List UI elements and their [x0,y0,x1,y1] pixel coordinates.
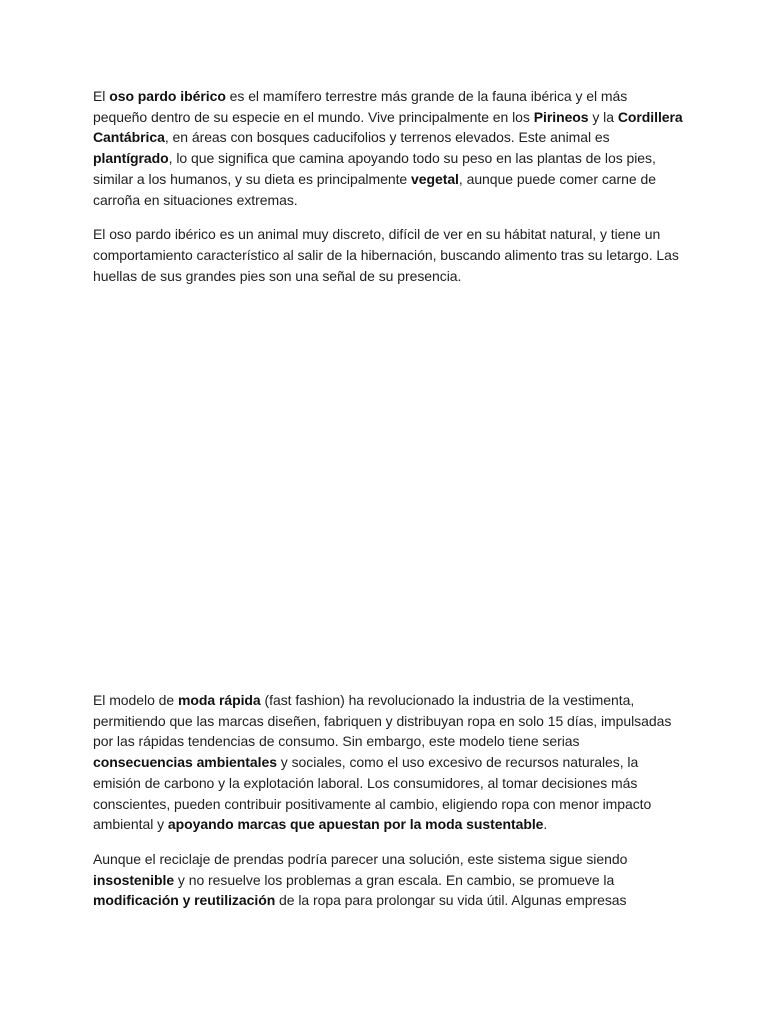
text-run: y no resuelve los problemas a gran escala. En cambio, se promueve la [174,871,615,888]
section-moda-rapida [93,690,683,925]
text-run: (fast fashion) ha revolucionado la industria de la vestimenta, permitiendo que las marcas diseñen, fabriquen y distribuyan ropa en solo 15 días, impulsadas por las rápidas tendencias de consumo. Sin embargo, este modelo tiene serias [93,692,672,750]
bold-term: oso pardo ibérico [109,88,226,104]
text-run: El [93,88,110,104]
paragraph-oso-comportamiento [93,224,683,286]
text-run: . [543,816,548,833]
text-run: , aunque puede comer carne de carroña en situaciones extremas. [93,170,656,208]
text-run: y sociales, como el uso excesivo de recursos naturales, la emisión de carbono y la explotación laboral. Los consumidores, al tomar decisiones más conscientes, pueden contribuir positivamente al cambio, eligiendo ropa con menor impacto ambiental y [93,754,652,833]
text-run: , en áreas con bosques caducifolios y terrenos elevados. Este animal es [164,129,610,146]
text-run: Aunque el reciclaje de prendas podría parecer una solución, este sistema sigue siendo [93,850,628,867]
paragraph-oso-descripcion [93,86,683,210]
bold-term: moda rápida [177,692,261,708]
bold-term: plantígrado [93,150,169,167]
bold-term: Pirineos [533,108,589,125]
text-run: y la [588,108,618,125]
paragraph-reciclaje [93,849,683,911]
text-run: , lo que significa que camina apoyando todo su peso en las plantas de los pies, similar a los humanos, y su dieta es principalmente [93,150,656,187]
text-run: El oso pardo ibérico es un animal muy discreto, difícil de ver en su hábitat natural, y tiene un comportamiento característico al salir de la hibernación, buscando alimento tras su letargo. Las huellas de sus grandes pies son una señal de su presencia. [93,226,679,284]
bold-term: vegetal [411,170,459,187]
bold-term: consecuencias ambientales [93,754,277,771]
text-run: es el mamífero terrestre más grande de la fauna ibérica y el más pequeño dentro de su especie en el mundo. Vive principalmente en los [93,88,628,125]
bold-term: apoyando marcas que apuestan por la moda sustentable [167,816,544,833]
bold-term: insostenible [93,871,175,888]
text-run: El modelo de [93,692,178,708]
paragraph-moda-rapida [93,690,683,835]
section-oso-pardo [93,86,683,300]
bold-term: modificación y reutilización [93,892,276,909]
text-run: de la ropa para prolongar su vida útil. Algunas empresas [275,892,627,909]
bold-term: Cordillera Cantábrica [93,108,683,146]
